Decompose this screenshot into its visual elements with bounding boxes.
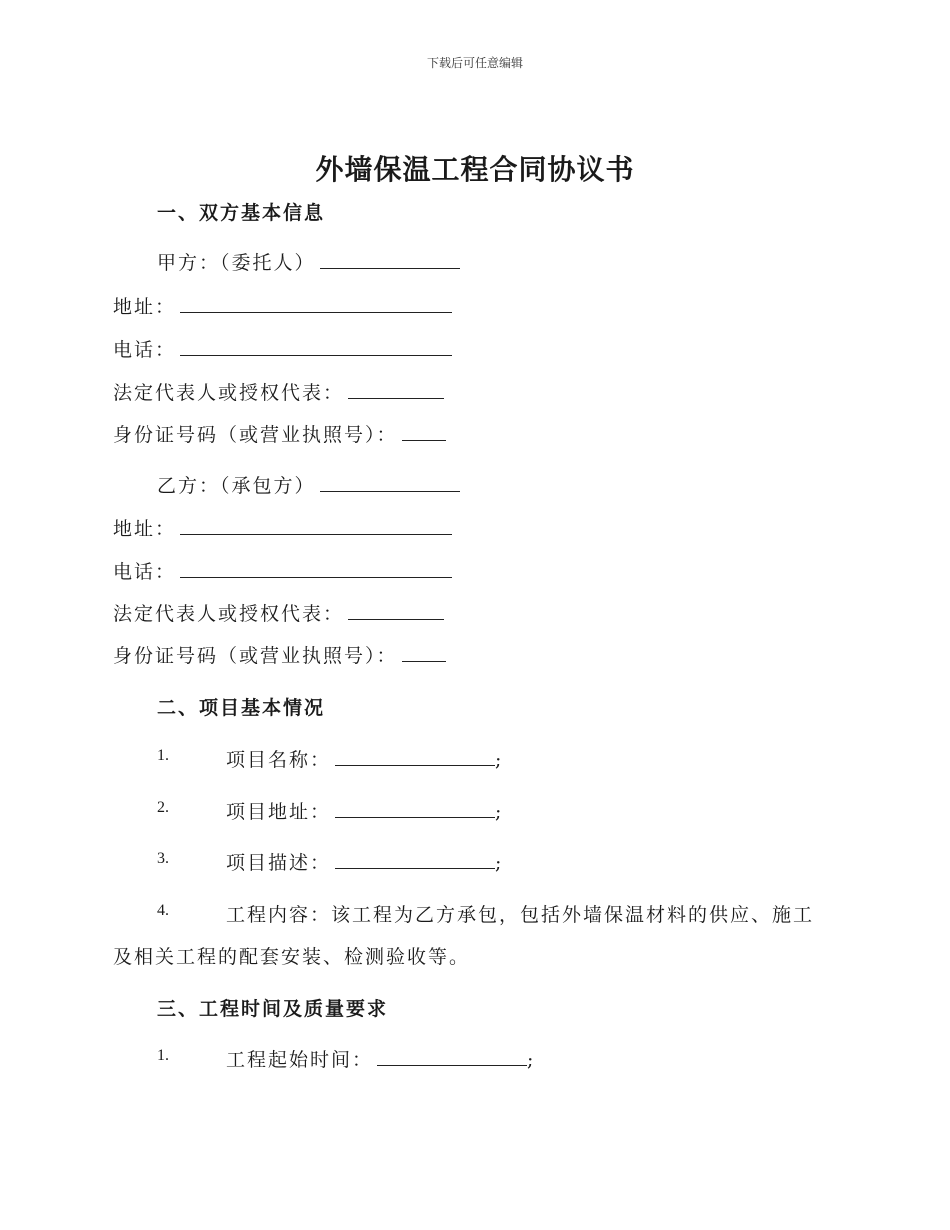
party-b-address-blank [180, 516, 452, 535]
party-b-phone-label: 电话： [113, 561, 177, 583]
party-a-rep-blank [348, 380, 444, 399]
item-number: 1. [157, 747, 169, 764]
project-description-row [226, 848, 503, 875]
start-time-blank [377, 1047, 527, 1066]
party-b-blank [320, 473, 460, 492]
section-heading-1: 一、双方基本信息 [157, 202, 326, 224]
party-b-id-row [113, 641, 446, 668]
project-description-label: 项目描述： [226, 852, 332, 874]
party-b-address-label: 地址： [113, 518, 177, 540]
party-b-phone-row [113, 557, 452, 584]
party-a-blank [320, 250, 460, 269]
item-number: 1. [157, 1047, 169, 1064]
item-terminator: ; [495, 801, 504, 823]
start-time-label: 工程起始时间： [226, 1049, 374, 1071]
project-address-label: 项目地址： [226, 801, 332, 823]
work-content-line-2: 及相关工程的配套安装、检测验收等。 [113, 946, 471, 968]
item-number: 4. [157, 902, 169, 919]
item-terminator: ; [495, 852, 504, 874]
party-a-address-row [113, 292, 452, 319]
party-a-id-blank [402, 422, 446, 441]
party-b-rep-blank [348, 601, 444, 620]
item-terminator: ; [495, 749, 504, 771]
party-a-label: 甲方：（委托人） [157, 252, 316, 274]
party-a-rep-row [113, 378, 444, 405]
document-title: 外墙保温工程合同协议书 [315, 153, 635, 186]
work-content-line-1: 工程内容：该工程为乙方承包，包括外墙保温材料的供应、施工 [226, 904, 815, 926]
item-terminator: ; [527, 1049, 536, 1071]
party-b-id-blank [402, 643, 446, 662]
project-name-row [226, 745, 503, 772]
party-a-phone-blank [180, 337, 452, 356]
project-description-blank [335, 850, 495, 869]
party-b-rep-row [113, 599, 444, 626]
party-a-rep-label: 法定代表人或授权代表： [113, 382, 345, 404]
project-address-blank [335, 799, 495, 818]
party-a-address-blank [180, 294, 452, 313]
party-b-row [157, 471, 460, 498]
party-b-id-label: 身份证号码（或营业执照号）： [113, 645, 398, 667]
party-b-address-row [113, 514, 452, 541]
party-a-id-row [113, 420, 446, 447]
party-b-phone-blank [180, 559, 452, 578]
item-number: 3. [157, 850, 169, 867]
project-name-label: 项目名称： [226, 749, 332, 771]
start-time-row [226, 1045, 535, 1072]
party-a-phone-label: 电话： [113, 339, 177, 361]
page-header-note: 下载后可任意编辑 [426, 56, 523, 70]
party-a-address-label: 地址： [113, 296, 177, 318]
party-a-row [157, 248, 460, 275]
party-b-rep-label: 法定代表人或授权代表： [113, 603, 345, 625]
party-a-phone-row [113, 335, 452, 362]
project-address-row [226, 797, 503, 824]
item-number: 2. [157, 799, 169, 816]
party-a-id-label: 身份证号码（或营业执照号）： [113, 424, 398, 446]
project-name-blank [335, 747, 495, 766]
section-heading-3: 三、工程时间及质量要求 [157, 998, 389, 1020]
party-b-label: 乙方：（承包方） [157, 475, 316, 497]
section-heading-2: 二、项目基本情况 [157, 697, 326, 719]
